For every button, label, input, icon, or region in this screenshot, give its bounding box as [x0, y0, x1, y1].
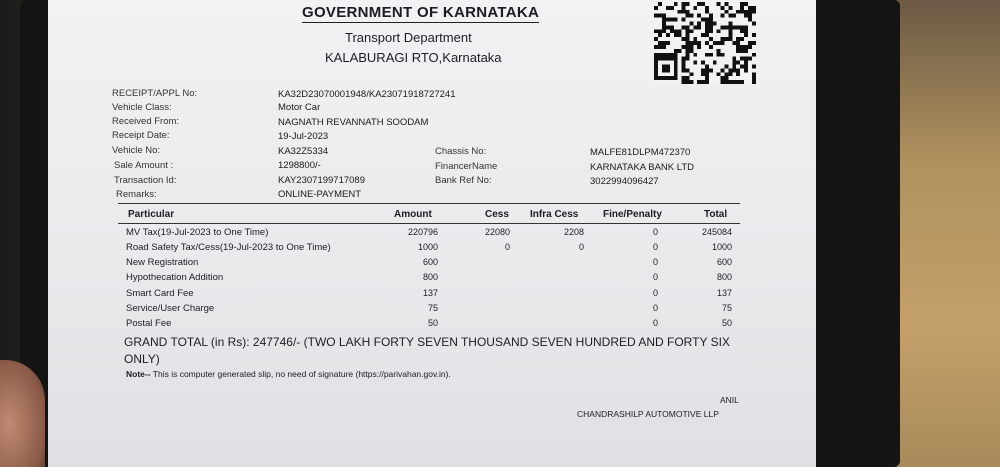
cell-amount: 1000 [417, 242, 438, 252]
vehicle-class-value: Motor Car [278, 102, 321, 113]
cell-particular: Smart Card Fee [126, 288, 194, 299]
vehicle-class-label: Vehicle Class: [112, 102, 172, 113]
bank-ref-label: Bank Ref No: [435, 175, 492, 186]
vehicle-no-value: KA32Z5334 [278, 146, 329, 157]
cell-fine: 0 [652, 257, 658, 267]
cell-particular: Road Safety Tax/Cess(19-Jul-2023 to One Time) [126, 242, 331, 253]
cell-fine: 0 [652, 303, 658, 313]
transaction-label: Transaction Id: [114, 175, 177, 186]
received-from-value: NAGNATH REVANNATH SOODAM [278, 117, 429, 128]
cell-fine: 0 [652, 288, 658, 298]
financer-value: KARNATAKA BANK LTD [590, 162, 694, 173]
table-header-rule [118, 223, 740, 224]
col-particular-header: Particular [128, 209, 175, 220]
receipt-date-label: Receipt Date: [112, 130, 170, 141]
grand-total: GRAND TOTAL (in Rs): 247746/- (TWO LAKH FORTY SEVEN THOUSAND SEVEN HUNDRED AND FORTY SIX ONLY) [124, 335, 730, 366]
cell-particular: Hypothecation Addition [126, 272, 224, 283]
receipt-value: KA32D23070001948/KA23071918727241 [278, 89, 456, 100]
col-total-header: Total [704, 209, 728, 220]
cell-total: 1000 [711, 242, 732, 252]
col-fine-header: Fine/Penalty [603, 209, 662, 220]
sale-amount-value: 1298800/- [278, 160, 321, 171]
cell-amount: 800 [422, 272, 438, 282]
chassis-value: MALFE81DLPM472370 [590, 147, 691, 158]
cell-total: 75 [721, 303, 732, 313]
cell-particular: Postal Fee [126, 318, 172, 329]
cell-cess: 0 [504, 242, 510, 252]
receipt-date-value: 19-Jul-2023 [278, 131, 329, 142]
qr-code [653, 2, 757, 84]
table-top-rule [118, 203, 740, 204]
cell-particular: New Registration [126, 257, 199, 268]
col-amount-header: Amount [394, 209, 432, 220]
col-cess-header: Cess [485, 209, 509, 220]
financer-label: FinancerName [435, 161, 498, 172]
cell-fine: 0 [652, 242, 658, 252]
vehicle-no-label: Vehicle No: [112, 145, 161, 156]
cell-cess: 22080 [484, 227, 510, 237]
cell-amount: 220796 [407, 227, 438, 237]
page-title: GOVERNMENT OF KARNATAKA [302, 4, 540, 21]
cell-particular: MV Tax(19-Jul-2023 to One Time) [126, 227, 269, 238]
cell-fine: 0 [652, 318, 658, 328]
receipt-label: RECEIPT/APPL No: [112, 88, 198, 99]
cell-infra-cess: 2208 [563, 227, 584, 237]
department-name: Transport Department [345, 30, 472, 45]
cell-fine: 0 [652, 272, 658, 282]
remarks-label: Remarks: [116, 189, 157, 200]
cell-total: 245084 [701, 227, 732, 237]
transaction-value: KAY2307199717089 [278, 175, 365, 186]
note-label: Note-- [126, 369, 151, 379]
cell-total: 800 [716, 272, 732, 282]
remarks-value: ONLINE-PAYMENT [278, 189, 362, 200]
note-text: This is computer generated slip, no need of signature (https://parivahan.gov.in). [152, 369, 451, 379]
chassis-label: Chassis No: [435, 146, 487, 157]
note-line [126, 369, 451, 379]
cell-total: 137 [716, 288, 732, 298]
cell-amount: 137 [422, 288, 438, 298]
cell-particular: Service/User Charge [126, 303, 215, 314]
cell-amount: 50 [427, 318, 438, 328]
bank-ref-value: 3022994096427 [590, 176, 659, 187]
cell-fine: 0 [652, 227, 658, 237]
sale-amount-label: Sale Amount : [114, 160, 174, 171]
signatory-name: ANIL [720, 395, 739, 405]
cell-total: 600 [716, 257, 732, 267]
cell-infra-cess: 0 [578, 242, 584, 252]
cell-total: 50 [721, 318, 732, 328]
office-name: KALABURAGI RTO,Karnataka [325, 50, 502, 65]
receipt-document [48, 0, 816, 467]
col-infra-cess-header: Infra Cess [530, 209, 579, 220]
cell-amount: 600 [422, 257, 438, 267]
received-from-label: Received From: [112, 116, 180, 127]
signatory-company: CHANDRASHILP AUTOMOTIVE LLP [577, 409, 719, 419]
cell-amount: 75 [427, 303, 438, 313]
